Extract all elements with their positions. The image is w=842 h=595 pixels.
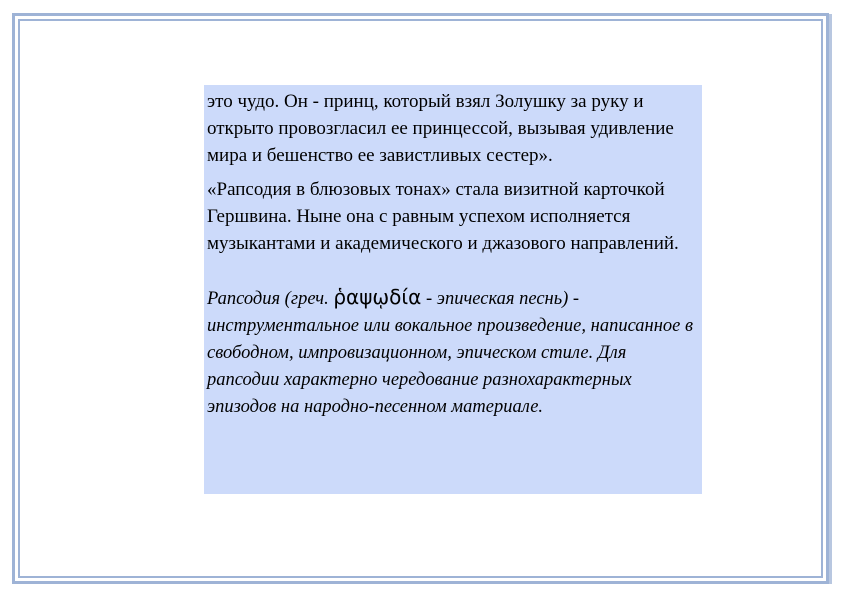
frame-shadow-right <box>829 14 832 584</box>
paragraph-rhapsody-gershwin: «Рапсодия в блюзовых тонах» стала визитной карточкой Гершвина. Ныне она с равным успехом исполняется музыкантами и академического и джазового направлений. <box>207 179 679 254</box>
paragraph-cinderella-quote: это чудо. Он - принц, который взял Золушку за руку и открыто провозгласил ее принцессой, вызывая удивление мира и бешенство ее завистливых сестер». <box>207 91 674 166</box>
definition-lead: Рапсодия (греч. <box>207 289 334 309</box>
greek-term: ῥαψῳδία <box>333 285 422 309</box>
paragraph-rhapsody-definition <box>207 284 698 421</box>
text-box <box>204 85 702 494</box>
definition-body: - эпическая песнь) - инструментальное или вокальное произведение, написанное в свободном, импровизационном, эпическом стиле. Для рапсодии характерно чередование разнохарактерных эпизодов на народно-песенном материале. <box>207 289 694 417</box>
